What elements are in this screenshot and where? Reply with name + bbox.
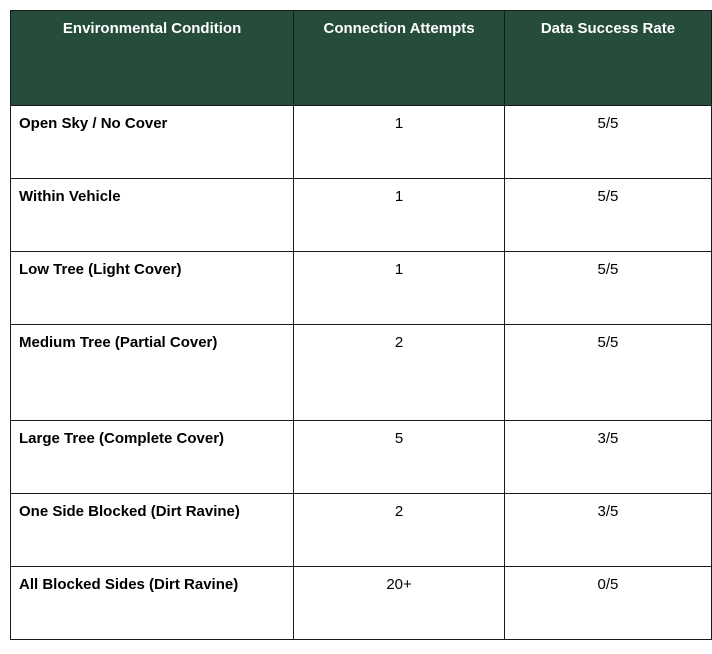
table-row	[11, 325, 712, 421]
table-row	[11, 252, 712, 325]
condition-cell: Medium Tree (Partial Cover)	[11, 325, 294, 421]
table-row	[11, 179, 712, 252]
success-cell: 0/5	[504, 567, 711, 640]
attempts-cell: 1	[294, 252, 505, 325]
success-cell: 5/5	[504, 179, 711, 252]
table-row	[11, 421, 712, 494]
condition-cell: Open Sky / No Cover	[11, 106, 294, 179]
table-row	[11, 567, 712, 640]
condition-cell: Low Tree (Light Cover)	[11, 252, 294, 325]
header-row	[11, 11, 712, 106]
success-cell: 3/5	[504, 421, 711, 494]
results-table-container	[10, 10, 712, 640]
condition-cell: One Side Blocked (Dirt Ravine)	[11, 494, 294, 567]
table-row	[11, 494, 712, 567]
attempts-cell: 5	[294, 421, 505, 494]
header-environmental-condition: Environmental Condition	[11, 11, 294, 106]
header-data-success-rate: Data Success Rate	[504, 11, 711, 106]
attempts-cell: 2	[294, 325, 505, 421]
success-cell: 3/5	[504, 494, 711, 567]
condition-cell: Large Tree (Complete Cover)	[11, 421, 294, 494]
header-connection-attempts: Connection Attempts	[294, 11, 505, 106]
success-cell: 5/5	[504, 252, 711, 325]
attempts-cell: 2	[294, 494, 505, 567]
results-table	[10, 10, 712, 640]
attempts-cell: 20+	[294, 567, 505, 640]
table-row	[11, 106, 712, 179]
attempts-cell: 1	[294, 179, 505, 252]
condition-cell: All Blocked Sides (Dirt Ravine)	[11, 567, 294, 640]
success-cell: 5/5	[504, 106, 711, 179]
condition-cell: Within Vehicle	[11, 179, 294, 252]
success-cell: 5/5	[504, 325, 711, 421]
attempts-cell: 1	[294, 106, 505, 179]
